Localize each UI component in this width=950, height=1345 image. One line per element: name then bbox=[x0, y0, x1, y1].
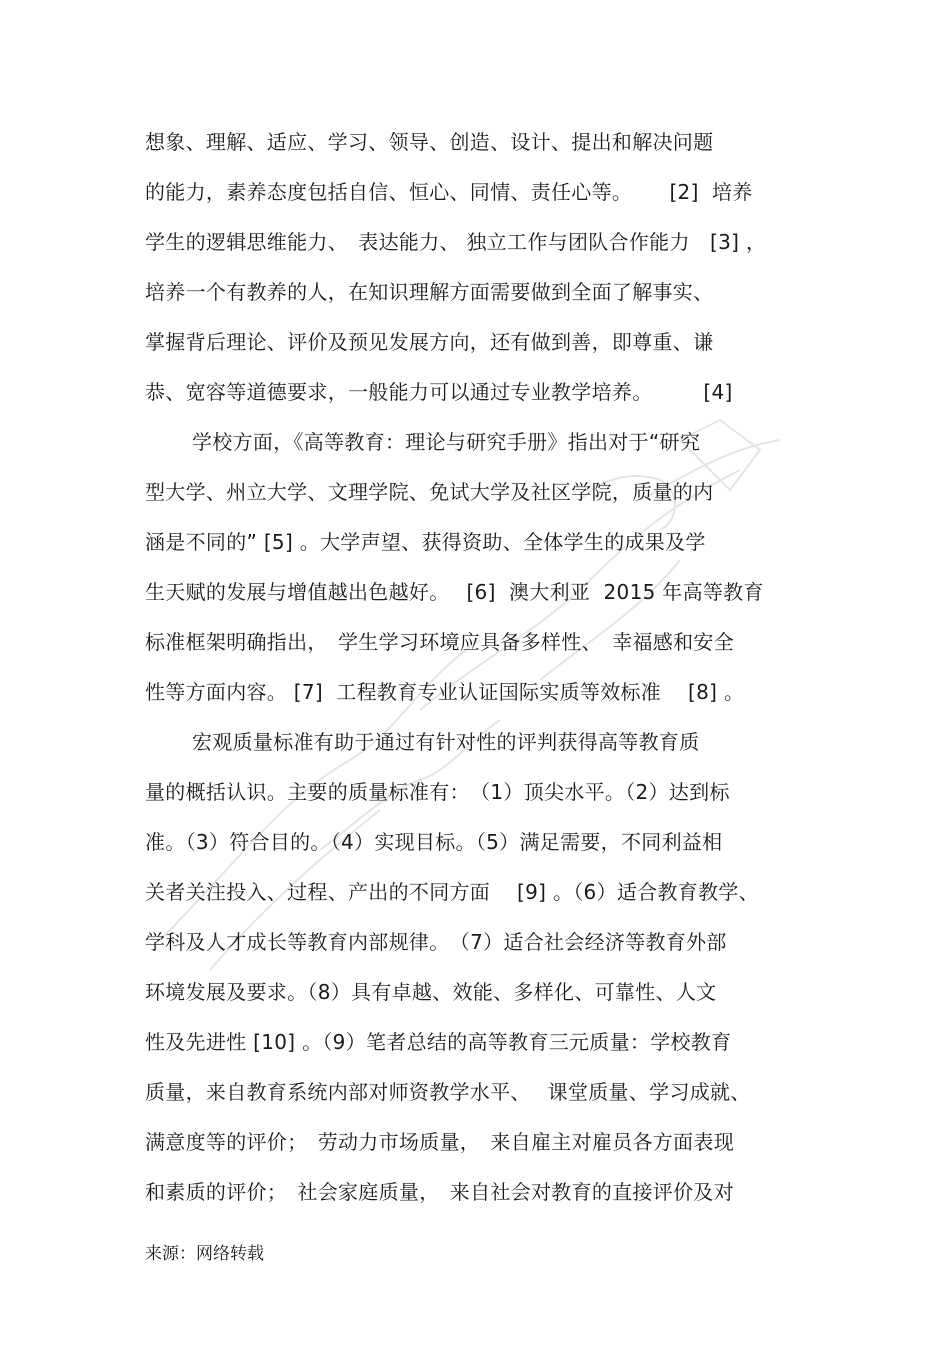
paragraph-3-line-8: 质量，来自教育系统内部对师资教学水平、 课堂质量、学习成就、 bbox=[145, 1080, 751, 1104]
paragraph-1-line-3: 学生的逻辑思维能力、 表达能力、 独立工作与团队合作能力 [3] ， bbox=[145, 230, 767, 254]
paragraph-3-line-5: 学科及人才成长等教育内部规律。 （7）适合社会经济等教育外部 bbox=[145, 930, 727, 954]
paragraph-2-line-2: 型大学、州立大学、文理学院、免试大学及社区学院，质量的内 bbox=[145, 480, 714, 504]
paragraph-2-line-4: 生天赋的发展与增值越出色越好。 [6] 澳大利亚 2015 年高等教育 bbox=[145, 580, 764, 604]
paragraph-1-line-2: 的能力，素养态度包括自信、恒心、同情、责任心等。 [2] 培养 bbox=[145, 180, 753, 204]
paragraph-3-line-2: 量的概括认识。主要的质量标准有： （1）顶尖水平。（2）达到标 bbox=[145, 780, 730, 804]
paragraph-2-line-1: 学校方面，《高等教育：理论与研究手册》指出对于“研究 bbox=[192, 430, 701, 454]
paragraph-3-line-10: 和素质的评价； 社会家庭质量， 来自社会对教育的直接评价及对 bbox=[145, 1180, 734, 1204]
paragraph-1-line-5: 掌握背后理论、评价及预见发展方向，还有做到善，即尊重、谦 bbox=[145, 330, 714, 354]
paragraph-2-line-3: 涵是不同的” [5] 。大学声望、获得资助、全体学生的成果及学 bbox=[145, 530, 706, 554]
paragraph-1-line-6: 恭、宽容等道德要求，一般能力可以通过专业教学培养。 [4] bbox=[145, 380, 733, 404]
paragraph-2-line-6: 性等方面内容。 [7] 工程教育专业认证国际实质等效标准 [8] 。 bbox=[145, 680, 745, 704]
paragraph-3-line-6: 环境发展及要求。（8）具有卓越、效能、多样化、可靠性、人文 bbox=[145, 980, 717, 1004]
paragraph-3-line-7: 性及先进性 [10] 。（9）笔者总结的高等教育三元质量：学校教育 bbox=[145, 1030, 732, 1054]
paragraph-1-line-1: 想象、理解、适应、学习、领导、创造、设计、提出和解决问题 bbox=[145, 130, 714, 154]
paragraph-1-line-4: 培养一个有教养的人，在知识理解方面需要做到全面了解事实、 bbox=[145, 280, 714, 304]
paragraph-2-line-5: 标准框架明确指出， 学生学习环境应具备多样性、 幸福感和安全 bbox=[145, 630, 734, 654]
paragraph-3-line-4: 关者关注投入、过程、产出的不同方面 [9] 。（6）适合教育教学、 bbox=[145, 880, 759, 904]
paragraph-3-line-3: 准。（3）符合目的。（4）实现目标。（5）满足需要，不同利益相 bbox=[145, 830, 723, 854]
source-footer: 来源：网络转载 bbox=[145, 1244, 264, 1264]
paragraph-3-line-1: 宏观质量标准有助于通过有针对性的评判获得高等教育质 bbox=[192, 730, 700, 754]
paragraph-3-line-9: 满意度等的评价； 劳动力市场质量， 来自雇主对雇员各方面表现 bbox=[145, 1130, 734, 1154]
